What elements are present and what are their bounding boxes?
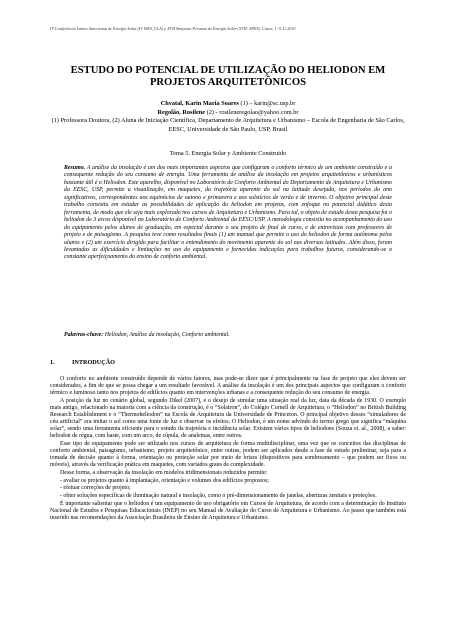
keywords-text: Heliodon, Análise da insolação, Conforto ambiental. [103, 332, 230, 338]
author-contact: (1) – karin@sc.usp.br [238, 100, 296, 107]
keywords-label: Palavras-chave: [64, 332, 104, 338]
author-block [50, 100, 406, 134]
list-item: - obter soluções específicas de iluminação natural e insolação, como o pré-dimensionamento de janelas, aberturas zenitais e proteções. [60, 493, 377, 500]
body-paragraph: O conforto no ambiente construído depende de vários fatores, mas pode-se dizer que é principalmente na fase de projeto que eles devem ser considerados, a fim de que se possa chegar a um resultado favorável. A análise da insolação é um dos principais aspectos que configuram o conforto térmico e luminoso tanto nos projetos de edifícios quanto em intervenções urbanas e a consequente redução do seu consumo de energia. [50, 376, 406, 397]
affiliation: (1) Professora Doutora, (2) Aluna de Iniciação Científica, Departamento de Arquitetura e Urbanismo – Escola de Engenharia de São Carlos, EESC, Universidade de São Paulo, USP, Brasil [51, 117, 405, 133]
abstract [64, 165, 392, 262]
author-line-1 [50, 100, 406, 109]
author-name: Chvatal, Karin Maria Soares [160, 100, 239, 107]
list-item: - efetuar correções de projeto; [60, 485, 131, 492]
section-title: INTRODUÇÃO [72, 359, 115, 366]
author-contact: (2) - rosileneregolao@yahoo.com.br [205, 108, 299, 116]
abstract-label: Resumo. [64, 165, 86, 171]
abstract-text: A análise da insolação é um dos mais importantes aspectos que configuram o conforto térmico de um ambiente construído e a consequente redução do seu consumo de energia. Uma ferramenta de análise da insolação em projetos arquitetônicos e urbanísticos bastante útil é o Heliodon. Este aparelho, disponível no Laboratório de Conforto Ambiental do Departamento de Arquitetura e Urbanismo da EESC, USP, permite a visualização, em maquetes, da trajetória aparente do sol na latitude desejada, nos períodos do ano significativos, correspondentes aos equinócios de outono e primavera e aos solstícios de verão e de inverno. O objetivo principal deste trabalho consistiu em estudar as possibilidades de aplicação do heliodon em projetos, com enfoque no potencial didático desta ferramenta, de modo que ele seja mais explorado nos cursos de Arquitetura e Urbanismo. Para tal, o objeto de estudo desta pesquisa foi o heliodon de 3 arcos disponível no Laboratório de Conforto Ambiental da EESC/USP. A metodologia consistiu no acompanhamento do uso do equipamento pelos alunos de graduação, em especial durante o seu projeto de final de curso, e de entrevistas com professores de projeto e de paisagismo. A pesquisa teve como resultados finais (1) um manual que permite o uso do heliodon de forma autônoma pelos alunos e (2) um exercício dirigido para facilitar o entendimento do movimento aparente do sol nas diversas latitudes. Além disso, foram levantadas as dificuldades e limitações no uso do equipamento e fornecidas indicações para trabalhos futuros, considerando-se o constante aperfeiçoamento do ensino de conforto ambiental. [64, 165, 392, 261]
conference-theme: Tema 5. Energia Solar y Ambiente Construido [169, 150, 287, 157]
body-paragraph: Desse forma, a observação da insolação em modelos tridimensionais reduzidos permite: [60, 470, 268, 476]
section-body [50, 376, 406, 523]
running-header: IV Conferência Latino Americana de Energia Solar (IV ISES_CLA) y XVII Simposio Peruano de Energía Solar (XVII- SPES), Cusco, 1 -5.11.2010 [50, 26, 296, 31]
author-name: Regolão, Rosilene [157, 108, 206, 116]
section-number: 1. [50, 359, 55, 366]
body-paragraph: A posição da luz no cenário global, segundo Dikel (2007), e o desejo de simular uma situação real da luz, data da década de 1930. O exemplo mais antigo, relacionado na maioria com a ciência da construção, é o “Solatron”, do Colégio Cornell de Arquitetura, o “Heliodon” no British Building Research Establishment e o “Thermoheliodon” na Escola de Arquitetura da Universidade de Princeton. O principal objetivo desses “simuladores de céu artificial” era imitar o sol como uma fonte de luz e observar os efeitos. O Heliodon, é um nome advindo do termo grego que significa “máquina solar”, sendo uma ferramenta eficiente para o estudo da trajetória e incidência solar. Existem vários tipos de heliodons (Souza et. al., 2008), a saber: heliodon de régua, com haste, com um arco, de cúpula, de analemas, entre outros. [50, 397, 406, 440]
section-heading [50, 359, 406, 366]
paper-title: ESTUDO DO POTENCIAL DE UTILIZAÇÃO DO HELIODON EM PROJETOS ARQUITETÔNICOS [70, 65, 386, 88]
keywords [64, 332, 392, 338]
list-item: - avaliar os projetos quanto à implantação, orientação e volumes dos edifícios propostos; [60, 477, 269, 484]
body-paragraph: É importante salientar que o heliodon é um equipamento de uso obrigatório em Cursos de Arquitetura, de acordo com a determinação do Instituto Nacional de Estudos e Pesquisas Educacionais (INEP) no seu Manual de Avaliação do Curso de Arquitetura e Urbanismo. Ao passo que também está inserido nas recomendações da Associação Brasileira de Ensino de Arquitetura e Urbanismo. [50, 500, 406, 521]
body-paragraph: Esse tipo de equipamento pode ser utilizado nos cursos de arquitetura de forma multidisciplinar, uma vez que os conceitos das disciplinas de conforto ambiental, paisagismo, urbanismo, projeto arquitetônico, entre outras, podem ser aplicados desde a fase de estudo preliminar, seja para a tomada de decisão quanto à forma, orientação ou proteção solar por meio de brises (dispositivos para sombreamento – que podem ser fixos ou móveis), através da verificação prática em maquetes, com variados graus de complexidade. [50, 441, 406, 469]
author-line-2 [50, 109, 406, 118]
